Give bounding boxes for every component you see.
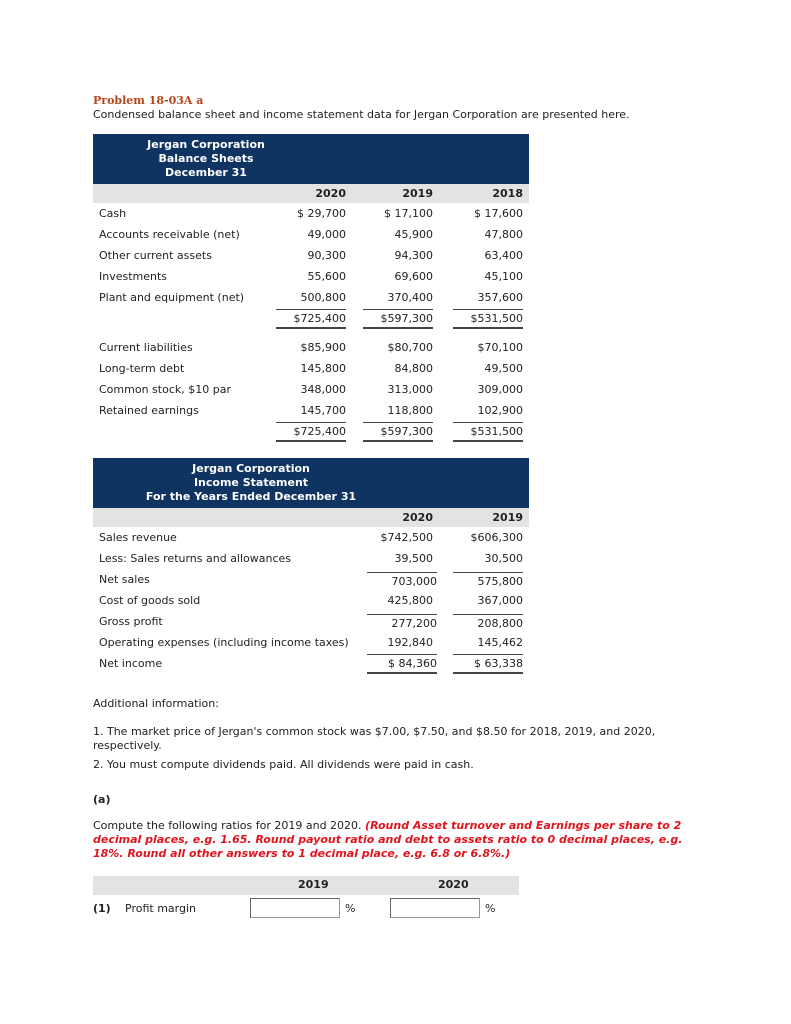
table-row — [93, 358, 529, 379]
additional-item: 1. The market price of Jergan's common stock was $7.00, $7.50, and $8.50 for 2018, 2019, and 2020, respectively. — [93, 725, 656, 752]
row-value: $ 84,360 — [361, 653, 439, 674]
row-value: 425,800 — [387, 594, 433, 607]
table-row — [93, 224, 529, 245]
table-row — [93, 245, 529, 266]
row-value: 49,500 — [484, 362, 523, 375]
row-value: $606,300 — [470, 531, 524, 544]
row-value: 118,800 — [387, 404, 433, 417]
row-label: Long-term debt — [99, 362, 185, 375]
row-label: Operating expenses (including income taxes) — [99, 636, 349, 649]
row-value: 145,800 — [300, 362, 346, 375]
row-label: Gross profit — [99, 615, 163, 628]
row-value: 55,600 — [307, 270, 346, 283]
row-value: 45,100 — [484, 270, 523, 283]
table-row — [93, 329, 529, 358]
table-row — [93, 527, 529, 548]
row-label: Plant and equipment (net) — [99, 291, 245, 304]
row-value: 84,800 — [394, 362, 433, 375]
answer-row-profit-margin: (1) Profit margin % % — [93, 898, 523, 920]
row-value: 49,000 — [307, 228, 346, 241]
row-label: Retained earnings — [99, 404, 199, 417]
table-row — [93, 569, 529, 590]
row-value: 313,000 — [387, 383, 433, 396]
answer-header-row: 2019 2020 — [93, 876, 519, 895]
row-value: 69,600 — [394, 270, 433, 283]
row-label: Current liabilities — [99, 341, 193, 354]
row-value: 30,500 — [484, 552, 524, 565]
row-value: 367,000 — [477, 594, 524, 607]
row-value: 309,000 — [477, 383, 523, 396]
table-row — [93, 590, 529, 611]
row-value: 357,600 — [477, 291, 523, 304]
row-label: Cost of goods sold — [99, 594, 201, 607]
row-value: $85,900 — [300, 341, 346, 354]
row-label — [93, 308, 267, 329]
table-row — [93, 400, 529, 421]
additional-item: 2. You must compute dividends paid. All dividends were paid in cash. — [93, 758, 474, 771]
row-value: 208,800 — [439, 611, 529, 632]
row-value: $725,400 — [267, 421, 352, 442]
row-value: 348,000 — [300, 383, 346, 396]
row-value: 90,300 — [307, 249, 346, 262]
row-value: $742,500 — [380, 531, 433, 544]
row-label: Sales revenue — [99, 531, 177, 544]
row-value: $597,300 — [352, 421, 439, 442]
profit-margin-2019-input[interactable] — [250, 898, 340, 918]
row-label: Investments — [99, 270, 168, 283]
row-value: $725,400 — [267, 308, 352, 329]
table-row — [93, 379, 529, 400]
income-statement-title: Jergan Corporation Income Statement For the Years Ended December 31 — [93, 458, 529, 508]
table-row — [93, 203, 529, 224]
row-value: 145,462 — [477, 636, 524, 649]
row-label: Common stock, $10 par — [99, 383, 231, 396]
row-label: Net income — [99, 657, 163, 670]
row-value: $531,500 — [439, 308, 529, 329]
row-value: $ 29,700 — [297, 207, 346, 220]
row-value: 94,300 — [394, 249, 433, 262]
balance-sheet-table — [93, 134, 529, 442]
instructions: Compute the following ratios for 2019 and 2020. (Round Asset turnover and Earnings per share to 2 decimal places, e.g. 1.65. Round payout ratio and debt to assets ratio to 0 decimal places, e.g. 18%. Round all other answers to 1 decimal place, e.g. 6.8 or 6.8%.) — [93, 819, 683, 860]
balance-sheet-title: Jergan Corporation Balance Sheets December 31 — [93, 134, 529, 184]
row-value: 102,900 — [477, 404, 523, 417]
row-value: $ 17,600 — [474, 207, 523, 220]
row-label: Less: Sales returns and allowances — [99, 552, 292, 565]
row-value: 192,840 — [387, 636, 433, 649]
table-row — [93, 632, 529, 653]
profit-margin-2020-input[interactable] — [390, 898, 480, 918]
row-label: Cash — [99, 207, 127, 220]
row-value: 39,500 — [394, 552, 433, 565]
table-row — [93, 611, 529, 632]
year-header-row: 2020 2019 — [93, 508, 529, 527]
table-row — [93, 548, 529, 569]
intro-text: Condensed balance sheet and income statement data for Jergan Corporation are presented here. — [93, 108, 630, 121]
row-value: 500,800 — [300, 291, 346, 304]
problem-title: Problem 18-03A a — [93, 94, 204, 107]
row-label: Accounts receivable (net) — [99, 228, 240, 241]
table-row — [93, 266, 529, 287]
table-row — [93, 653, 529, 674]
row-value: 575,800 — [439, 569, 529, 590]
row-value: $531,500 — [439, 421, 529, 442]
row-value: 45,900 — [394, 228, 433, 241]
row-value: 277,200 — [361, 611, 439, 632]
table-row — [93, 421, 529, 442]
year-header-row: 2020 2019 2018 — [93, 184, 529, 203]
row-value: 703,000 — [361, 569, 439, 590]
row-value: $ 17,100 — [384, 207, 433, 220]
row-value: $597,300 — [352, 308, 439, 329]
row-value: 145,700 — [300, 404, 346, 417]
part-label: (a) — [93, 793, 111, 806]
row-value: $70,100 — [477, 341, 523, 354]
row-value: $ 63,338 — [439, 653, 529, 674]
row-label — [93, 421, 267, 442]
income-statement-table — [93, 458, 529, 674]
row-label: Net sales — [99, 573, 150, 586]
row-value: 47,800 — [484, 228, 523, 241]
row-value: 63,400 — [484, 249, 523, 262]
table-row — [93, 287, 529, 308]
table-row — [93, 308, 529, 329]
row-value: 370,400 — [387, 291, 433, 304]
additional-heading: Additional information: — [93, 697, 219, 710]
row-label: Other current assets — [99, 249, 212, 262]
row-value: $80,700 — [387, 341, 433, 354]
